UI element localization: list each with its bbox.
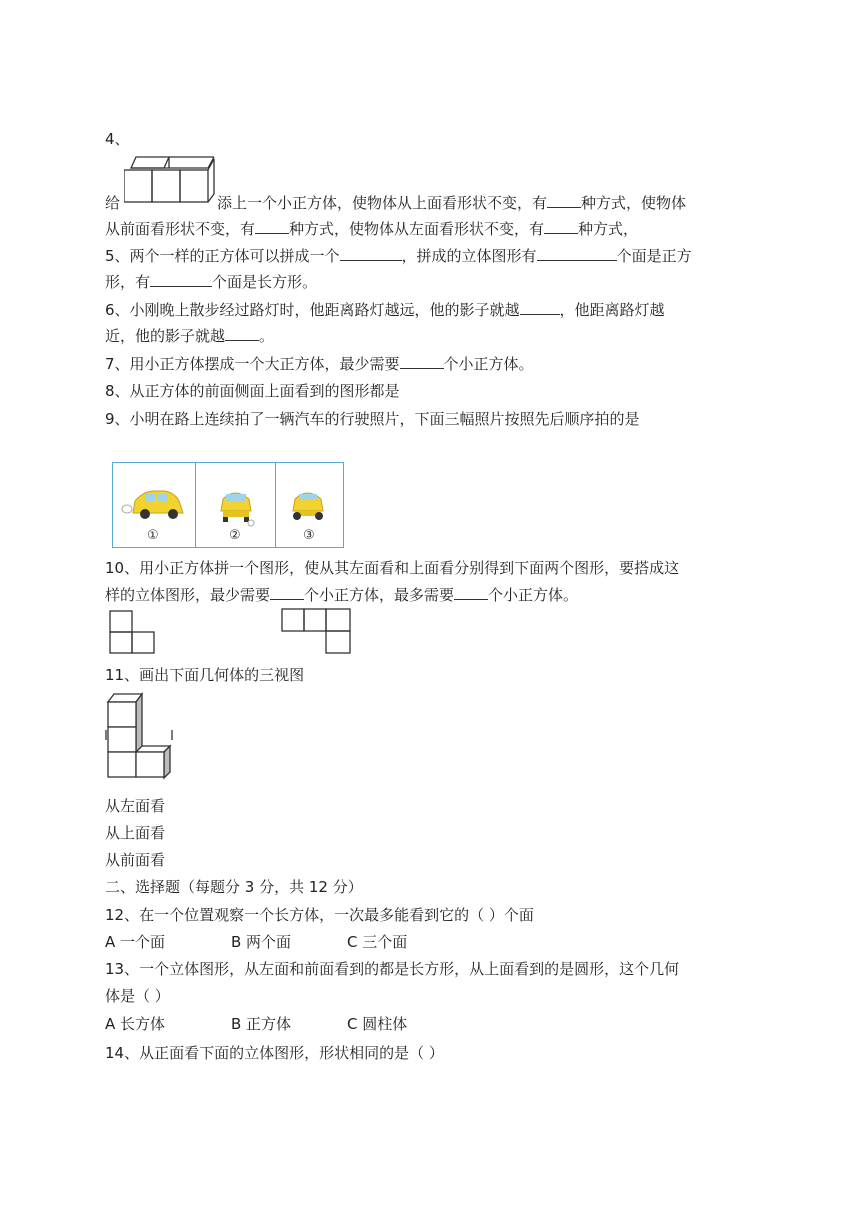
q9-photo-2-label: ② (229, 528, 241, 543)
q5-line2-b: 个面是长方形。 (212, 273, 318, 291)
q13-option-c[interactable]: C 圆柱体 (347, 1015, 408, 1033)
q4-line2-c: 种方式， (578, 220, 639, 238)
q10-line2-b: 个小正方体，最多需要 (304, 586, 455, 604)
q7-blank[interactable] (400, 352, 444, 369)
q10-line2-c: 个小正方体。 (488, 586, 579, 604)
view-label-left: 从左面看 (105, 797, 166, 815)
q9-photo-3 (275, 463, 343, 547)
q5-line2 (105, 269, 765, 295)
section-2-title: 二、选择题（每题分 3 分，共 12 分） (105, 878, 363, 896)
q13-option-b[interactable]: B 正方体 (231, 1015, 292, 1033)
q10-line2-a: 样的立体图形，最少需要 (105, 586, 271, 604)
q13-options (105, 1011, 765, 1037)
q5-line1 (105, 243, 765, 269)
q7-text-a: 7、用小正方体摆成一个大正方体，最少需要 (105, 355, 400, 373)
q14-line: 14、从正面看下面的立体图形，形状相同的是（ ） (105, 1044, 444, 1062)
q7-line (105, 351, 765, 377)
q10-blank-2[interactable] (454, 583, 488, 600)
q4-line2-a: 从前面看形状不变，有 (105, 220, 256, 238)
q9-line: 9、小明在路上连续拍了一辆汽车的行驶照片，下面三幅照片按照先后顺序拍的是 (105, 410, 640, 428)
q4-blank-1[interactable] (547, 191, 581, 208)
q10-top-view-figure (280, 607, 354, 657)
q4-prefix: 给 (105, 194, 121, 212)
q13-line1: 13、一个立体图形，从左面和前面看到的都是长方形，从上面看到的是圆形，这个几何 (105, 960, 680, 978)
q12-option-a[interactable]: A 一个面 (105, 933, 166, 951)
view-label-front: 从前面看 (105, 851, 166, 869)
q10-line1: 10、用小正方体拼一个图形，使从其左面看和上面看分别得到下面两个图形，要搭成这 (105, 559, 680, 577)
q4-blank-3[interactable] (544, 217, 578, 234)
q4-line2-b: 种方式，使物体从左面看形状不变，有 (289, 220, 545, 238)
q6-line2 (105, 323, 765, 349)
view-label-top: 从上面看 (105, 824, 166, 842)
q4-line1-text: 添上一个小正方体，使物体从上面看形状不变，有 (217, 194, 548, 212)
q10-line2 (105, 582, 765, 608)
q5-blank-1[interactable] (340, 244, 402, 261)
q13-line2: 体是（ ） (105, 987, 170, 1005)
q6-blank-2[interactable] (225, 324, 259, 341)
q5-line1-c: 个面是正方 (616, 247, 692, 265)
q9-photo-2 (195, 463, 276, 547)
q4-number: 4、 (105, 130, 130, 148)
q4-line1-mid: 种方式，使物体 (581, 194, 687, 212)
q9-photo-1 (113, 463, 196, 547)
q4-line2 (105, 216, 765, 242)
q10-left-view-figure (108, 609, 160, 657)
q12-option-b[interactable]: B 两个面 (231, 933, 292, 951)
q5-line2-a: 形，有 (105, 273, 151, 291)
q5-blank-3[interactable] (150, 270, 212, 287)
q9-photo-strip (112, 462, 344, 548)
q6-line1 (105, 297, 765, 323)
q4-blank-2[interactable] (255, 217, 289, 234)
q6-line2-b: 。 (259, 327, 275, 345)
q6-line2-a: 近，他的影子就越 (105, 327, 226, 345)
q4-line1 (105, 190, 765, 216)
q12-option-c[interactable]: C 三个面 (347, 933, 408, 951)
q6-line1-b: ，他距离路灯越 (559, 301, 665, 319)
q6-blank-1[interactable] (520, 298, 560, 315)
q8-line: 8、从正方体的前面侧面上面看到的图形都是 (105, 382, 400, 400)
q9-photo-1-label: ① (147, 528, 159, 543)
q11-solid-figure (104, 692, 176, 780)
q10-blank-1[interactable] (270, 583, 304, 600)
q5-line1-b: ，拼成的立体图形有 (401, 247, 537, 265)
q12-line: 12、在一个位置观察一个长方体，一次最多能看到它的（ ）个面 (105, 906, 534, 924)
q11-line: 11、画出下面几何体的三视图 (105, 666, 305, 684)
q7-text-b: 个小正方体。 (443, 355, 534, 373)
q5-blank-2[interactable] (537, 244, 617, 261)
q6-line1-a: 6、小刚晚上散步经过路灯时，他距离路灯越远，他的影子就越 (105, 301, 520, 319)
q12-options (105, 929, 765, 955)
q5-line1-a: 5、两个一样的正方体可以拼成一个 (105, 247, 340, 265)
q13-option-a[interactable]: A 长方体 (105, 1015, 166, 1033)
q9-photo-3-label: ③ (303, 528, 315, 543)
